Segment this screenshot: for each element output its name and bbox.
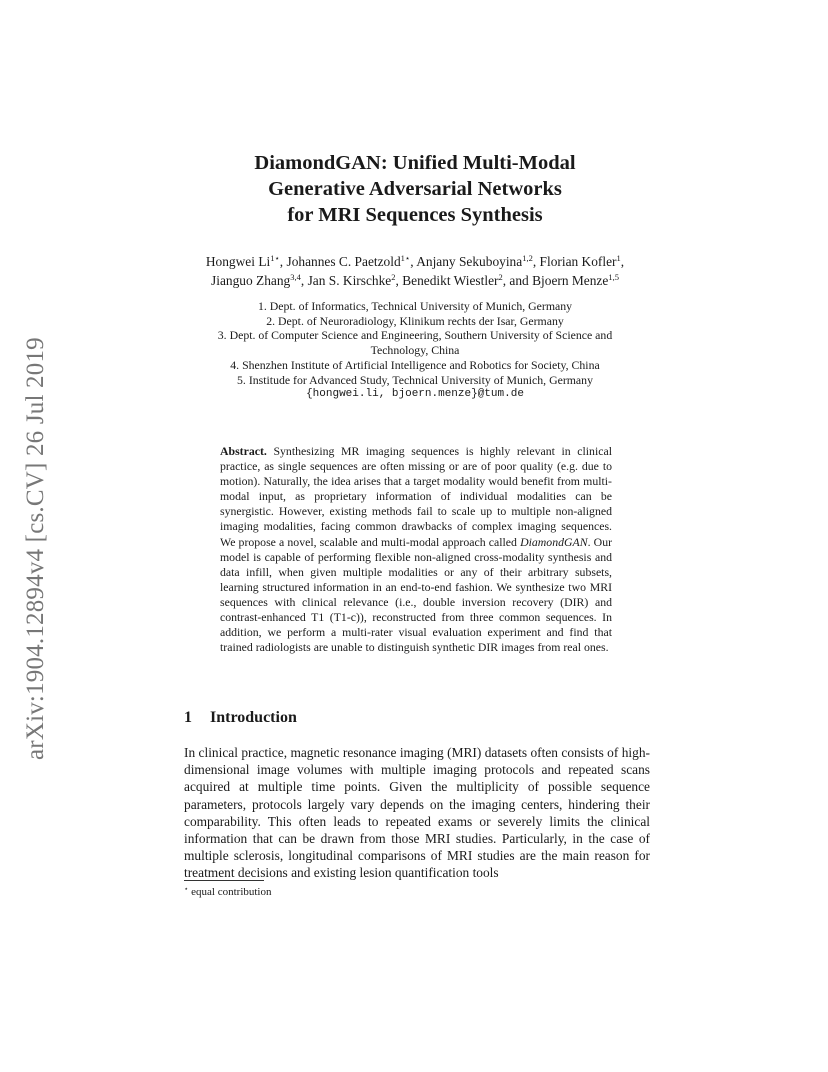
author-affiliation-mark: 1,5 xyxy=(608,272,619,282)
arxiv-identifier-stamp: arXiv:1904.12894v4 [cs.CV] 26 Jul 2019 xyxy=(22,337,49,760)
author-affiliation-mark: 1⋆ xyxy=(400,253,411,263)
affiliation-line: 3. Dept. of Computer Science and Engineering, Southern University of Science and xyxy=(217,328,613,343)
section-heading xyxy=(184,709,297,727)
author-affiliation-mark: 1,2 xyxy=(522,253,533,263)
affiliation-line: 5. Institude for Advanced Study, Technical University of Munich, Germany xyxy=(237,372,593,387)
affiliation-line: Technology, China xyxy=(370,343,460,358)
footnote-text: equal contribution xyxy=(191,886,272,898)
title-line-3: for MRI Sequences Synthesis xyxy=(287,204,543,226)
section-number: 1 xyxy=(184,709,192,726)
contact-email: {hongwei.li, bjoern.menze}@tum.de xyxy=(306,388,524,401)
affiliation-line: 4. Shenzhen Institute of Artificial Intelligence and Robotics for Society, China xyxy=(230,357,600,372)
author-name: , Anjany Sekuboyina xyxy=(410,254,523,269)
section-title: Introduction xyxy=(210,709,297,726)
footnote-mark: ⋆ xyxy=(184,885,189,893)
author-line-2 xyxy=(150,271,680,290)
author-name: , and Bjoern Menze xyxy=(502,273,609,288)
abstract-label: Abstract. xyxy=(220,444,267,458)
author-affiliation-mark: 3,4 xyxy=(290,272,301,282)
abstract xyxy=(220,444,612,655)
affiliation-list xyxy=(150,299,680,402)
author-affiliation-mark: 1⋆ xyxy=(270,253,280,263)
footnote-divider xyxy=(184,880,264,881)
author-name: , Florian Kofler xyxy=(532,254,617,269)
author-affiliation-mark: 1 xyxy=(616,253,621,263)
abstract-text-start: Synthesizing MR imaging sequences is highly relevant in clinical practice, as single sequences are often missing or are of poor quality (e.g. due to motion). Naturally, the idea arises that a target modality would benefit from multi-modal input, as proprietary information of individual modalities can be synergistic. However, existing methods fail to scale up to multiple non-aligned imaging modalities, facing common drawbacks of complex imaging sequences. We propose a novel, scalable and multi-modal approach called xyxy=(220,444,612,549)
author-affiliation-mark: 2 xyxy=(498,272,503,282)
affiliation-line: 2. Dept. of Neuroradiology, Klinikum rechts der Isar, Germany xyxy=(266,313,564,328)
author-name: Hongwei Li xyxy=(205,254,271,269)
author-name: , Johannes C. Paetzold xyxy=(279,254,401,269)
abstract-method-name: DiamondGAN xyxy=(520,534,588,549)
paper-title xyxy=(150,150,680,228)
affiliation-line: 1. Dept. of Informatics, Technical University of Munich, Germany xyxy=(257,299,573,313)
author-separator: , xyxy=(620,254,625,269)
author-line-1 xyxy=(150,252,680,271)
footnote xyxy=(184,886,271,898)
intro-paragraph: In clinical practice, magnetic resonance imaging (MRI) datasets often consists of high-dimensional image volumes with multiple imaging protocols and repeated scans acquired at multiple time points. Given the multiplicity of possible sequence parameters, protocols largely vary depends on the imaging centers, hindering their comparability. This often leads to repeated exams or severely limits the clinical information that can be drawn from those MRI studies. Particularly, in the case of multiple sclerosis, longitudinal comparisons of MRI studies are the main reason for treatment decisions and existing lesion quantification tools xyxy=(184,745,650,881)
author-list xyxy=(150,252,680,290)
author-name: Jianguo Zhang xyxy=(211,273,291,288)
title-line-2: Generative Adversarial Networks xyxy=(268,178,562,200)
abstract-text-end: . Our model is capable of performing flexible non-aligned cross-modality synthesis and data infill, when given multiple modalities or any of their arbitrary subsets, learning structured information in an end-to-end fashion. We synthesize two MRI sequences with clinical relevance (i.e., double inversion recovery (DIR) and contrast-enhanced T1 (T1-c)), reconstructed from three common sequences. In addition, we perform a multi-rater visual evaluation experiment and find that trained radiologists are unable to distinguish synthetic DIR images from real ones. xyxy=(220,534,613,655)
author-name: , Benedikt Wiestler xyxy=(395,273,499,288)
author-affiliation-mark: 2 xyxy=(391,272,396,282)
title-line-1: DiamondGAN: Unified Multi-Modal xyxy=(254,152,576,174)
author-name: , Jan S. Kirschke xyxy=(300,273,392,288)
